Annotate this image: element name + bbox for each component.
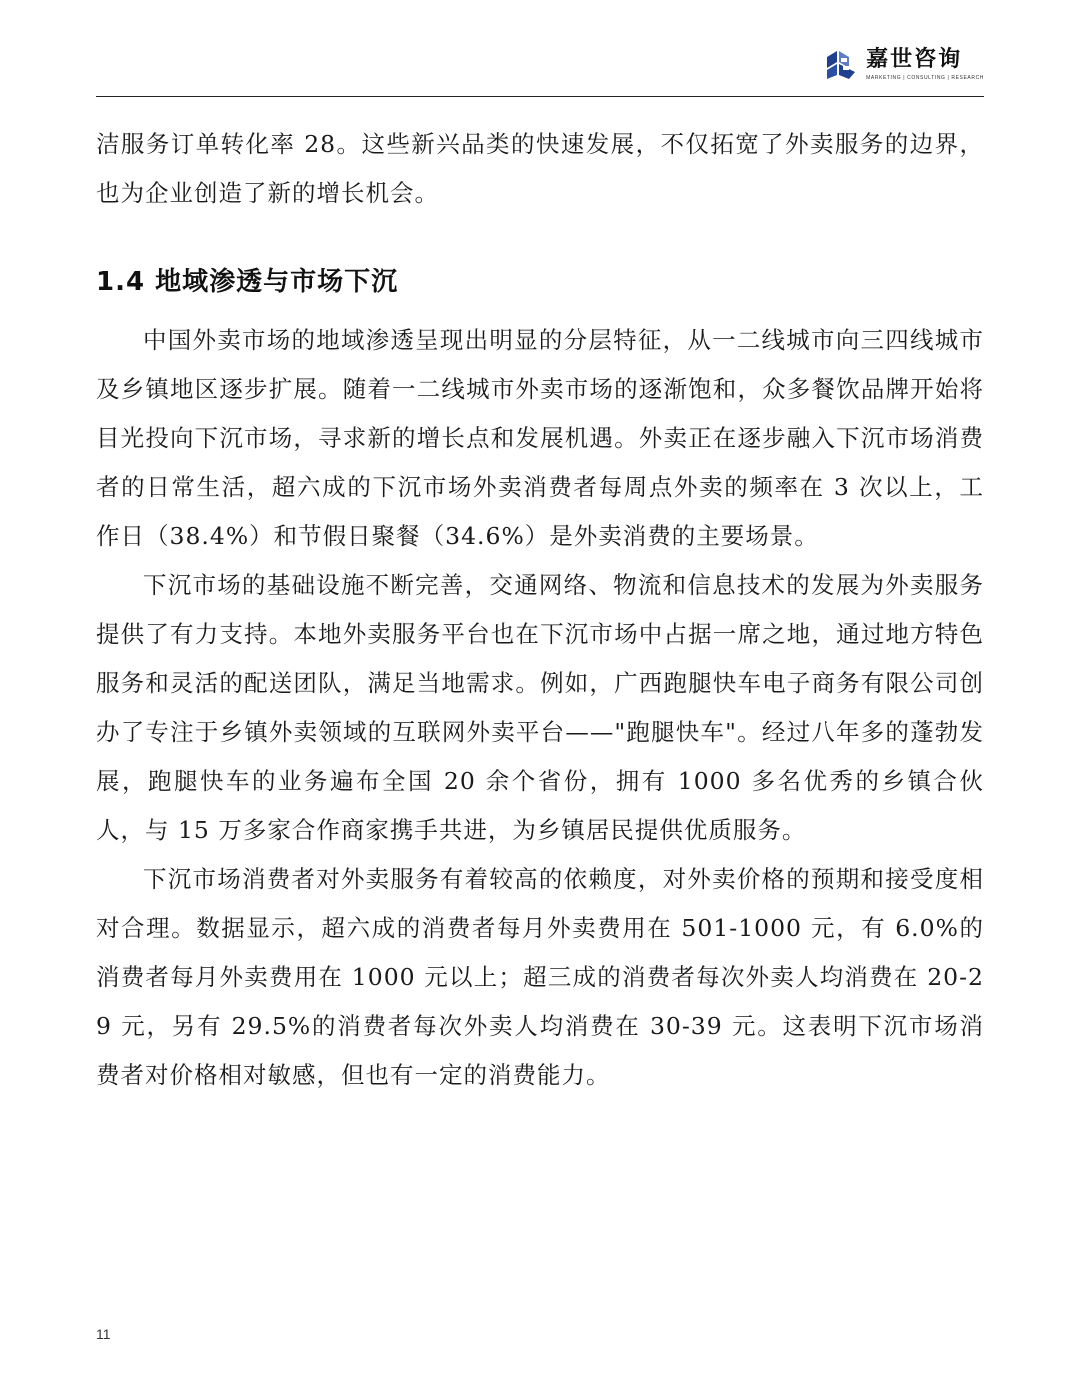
page-content <box>96 120 984 1100</box>
jiashi-logo-icon <box>824 48 858 82</box>
brand-text <box>866 48 984 82</box>
page-number: 11 <box>96 1326 111 1342</box>
body-paragraph: 中国外卖市场的地域渗透呈现出明显的分层特征，从一二线城市向三四线城市及乡镇地区逐步扩展。随着一二线城市外卖市场的逐渐饱和，众多餐饮品牌开始将目光投向下沉市场，寻求新的增长点和发展机遇。外卖正在逐步融入下沉市场消费者的日常生活，超六成的下沉市场外卖消费者每周点外卖的频率在 3 次以上，工作日（38.4%）和节假日聚餐（34.6%）是外卖消费的主要场景。 <box>96 326 984 550</box>
header-divider <box>96 96 984 97</box>
page-header <box>96 40 984 96</box>
body-paragraph: 下沉市场消费者对外卖服务有着较高的依赖度，对外卖价格的预期和接受度相对合理。数据显示，超六成的消费者每月外卖费用在 501-1000 元，有 6.0%的消费者每月外卖费用在 1000 元以上；超三成的消费者每次外卖人均消费在 20-29 元，另有 29.5%的消费者每次外卖人均消费在 30-39 元。这表明下沉市场消费者对价格相对敏感，但也有一定的消费能力。 <box>96 865 984 1089</box>
continued-paragraph: 洁服务订单转化率 28。这些新兴品类的快速发展，不仅拓宽了外卖服务的边界，也为企业创造了新的增长机会。 <box>96 130 984 207</box>
brand-name: 嘉世咨询 <box>866 47 963 72</box>
body-paragraph: 下沉市场的基础设施不断完善，交通网络、物流和信息技术的发展为外卖服务提供了有力支持。本地外卖服务平台也在下沉市场中占据一席之地，通过地方特色服务和灵活的配送团队，满足当地需求。例如，广西跑腿快车电子商务有限公司创办了专注于乡镇外卖领域的互联网外卖平台——"跑腿快车"。经过八年多的蓬勃发展，跑腿快车的业务遍布全国 20 余个省份，拥有 1000 多名优秀的乡镇合伙人，与 15 万多家合作商家携手共进，为乡镇居民提供优质服务。 <box>96 571 984 844</box>
section-title: 1.4 地域渗透与市场下沉 <box>96 267 399 297</box>
brand-block <box>824 48 984 82</box>
brand-tagline: MARKETING | CONSULTING | RESEARCH <box>866 75 984 81</box>
